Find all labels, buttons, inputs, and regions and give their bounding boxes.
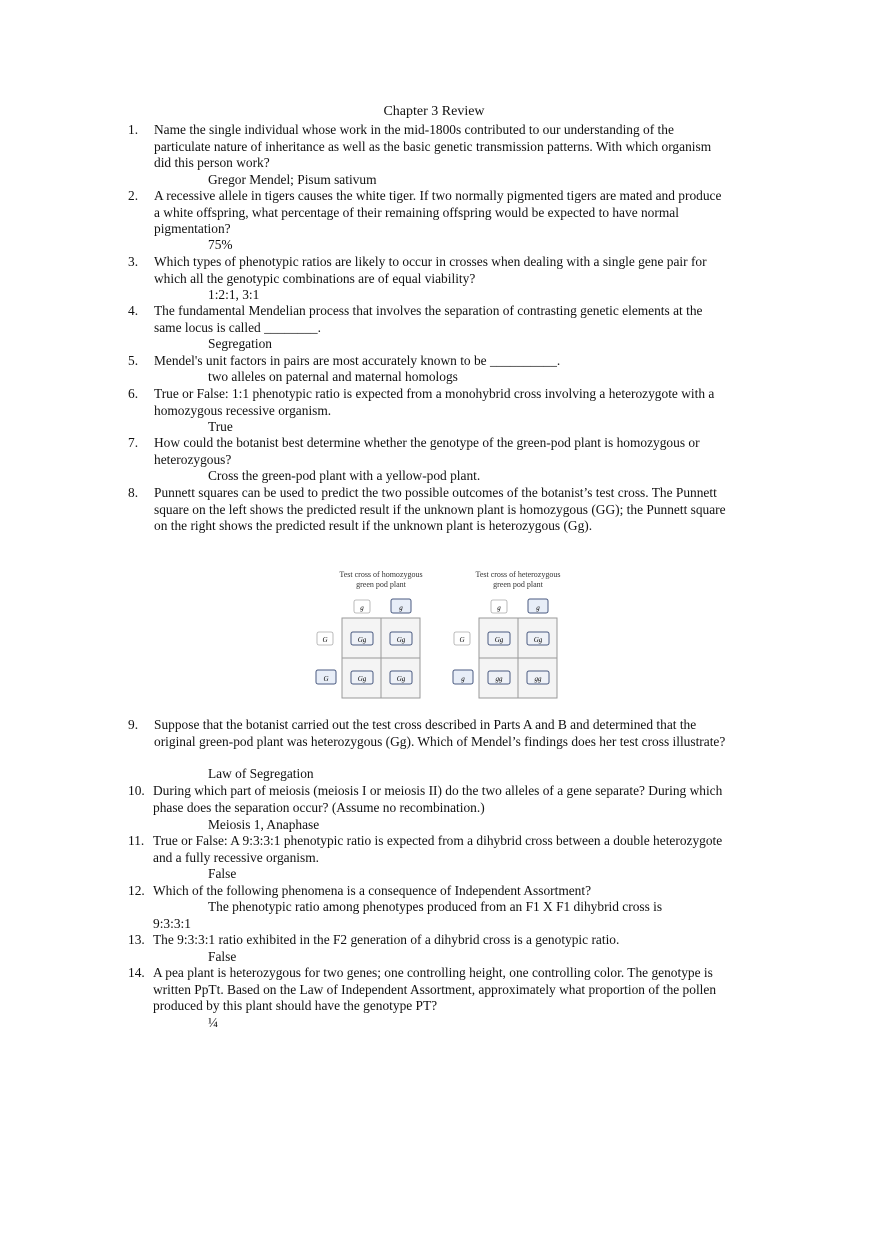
question-number: 5. bbox=[128, 353, 139, 368]
left-cell-genotype: Gg bbox=[357, 636, 367, 644]
question-14 bbox=[128, 965, 728, 1015]
right-cell-genotype: Gg bbox=[494, 636, 504, 644]
right-caption-line2: green pod plant bbox=[493, 580, 543, 589]
page-title: Chapter 3 Review bbox=[383, 104, 485, 119]
answer-2: 75% bbox=[208, 237, 233, 252]
question-text: The 9:3:3:1 ratio exhibited in the F2 generation of a dihybrid cross is a genotypic ratio. bbox=[153, 932, 620, 947]
left-caption-line1: Test cross of homozygous bbox=[339, 570, 423, 579]
question-number: 10. bbox=[128, 783, 145, 798]
answer-12-line2: 9:3:3:1 bbox=[153, 916, 191, 931]
question-6 bbox=[128, 386, 728, 419]
question-text: Which types of phenotypic ratios are likely to occur in crosses when dealing with a single gene pair for which all the genotypic combinations are of equal viability? bbox=[154, 254, 707, 286]
question-text: How could the botanist best determine whether the genotype of the green-pod plant is homozygous or heterozygous? bbox=[154, 435, 700, 467]
question-4 bbox=[128, 303, 728, 336]
right-top-allele: g bbox=[536, 604, 540, 612]
question-text: Mendel's unit factors in pairs are most accurately known to be __________. bbox=[154, 353, 561, 368]
question-number: 7. bbox=[128, 435, 139, 450]
question-text: Punnett squares can be used to predict the two possible outcomes of the botanist’s test cross. The Punnett square on the left shows the predicted result if the unknown plant is homozygous (GG); the Punnett square on the right shows the predicted result if the unknown plant is heterozygous (Gg). bbox=[154, 485, 726, 534]
answer-14: ¼ bbox=[208, 1015, 219, 1030]
question-text: True or False: A 9:3:3:1 phenotypic ratio is expected from a dihybrid cross between a double heterozygote and a fully recessive organism. bbox=[153, 833, 723, 865]
answer-7: Cross the green-pod plant with a yellow-pod plant. bbox=[208, 468, 481, 483]
question-text: During which part of meiosis (meiosis I or meiosis II) do the two alleles of a gene separate? During which phase does the separation occur? (Assume no recombination.) bbox=[153, 783, 723, 815]
punnett-squares-figure bbox=[312, 566, 562, 706]
question-text: Name the single individual whose work in the mid-1800s contributed to our understanding of the particulate nature of inheritance as well as the basic genetic transmission patterns. With which organism did this person work? bbox=[154, 122, 712, 171]
answer-13: False bbox=[208, 949, 237, 964]
left-top-allele: g bbox=[360, 604, 364, 612]
answer-1: Gregor Mendel; Pisum sativum bbox=[208, 172, 377, 187]
question-2 bbox=[128, 188, 728, 238]
answer-3: 1:2:1, 3:1 bbox=[208, 287, 260, 302]
question-number: 4. bbox=[128, 303, 139, 318]
question-text: A pea plant is heterozygous for two genes; one controlling height, one controlling color. The genotype is written PpTt. Based on the Law of Independent Assortment, approximately what proportion of the pollen produced by this plant should have the genotype PT? bbox=[153, 965, 717, 1014]
question-text: Suppose that the botanist carried out the test cross described in Parts A and B and determined that the original green-pod plant was heterozygous (Gg). Which of Mendel’s findings does her test cross illustrate? bbox=[154, 717, 726, 749]
question-text: Which of the following phenomena is a consequence of Independent Assortment? bbox=[153, 883, 592, 898]
left-side-allele: G bbox=[322, 636, 328, 644]
left-cell-genotype: Gg bbox=[396, 636, 406, 644]
question-number: 11. bbox=[128, 833, 145, 848]
question-number: 9. bbox=[128, 717, 139, 732]
question-number: 14. bbox=[128, 965, 145, 980]
question-number: 12. bbox=[128, 883, 145, 898]
question-text: True or False: 1:1 phenotypic ratio is expected from a monohybrid cross involving a heterozygote with a homozygous recessive organism. bbox=[154, 386, 715, 418]
question-text: A recessive allele in tigers causes the white tiger. If two normally pigmented tigers are mated and produce a white offspring, what percentage of their remaining offspring would be expected to have normal pigmentation? bbox=[154, 188, 722, 237]
question-number: 8. bbox=[128, 485, 139, 500]
right-top-allele: g bbox=[497, 604, 501, 612]
question-8 bbox=[128, 485, 728, 535]
punnett-squares-svg bbox=[312, 566, 562, 706]
question-7 bbox=[128, 435, 728, 468]
answer-4: Segregation bbox=[208, 336, 272, 351]
left-cell-genotype: Gg bbox=[357, 675, 367, 683]
left-side-allele: G bbox=[323, 675, 329, 683]
question-3 bbox=[128, 254, 728, 287]
answer-10: Meiosis 1, Anaphase bbox=[208, 817, 320, 832]
question-9 bbox=[128, 717, 728, 750]
question-1 bbox=[128, 122, 728, 172]
question-number: 1. bbox=[128, 122, 139, 137]
left-caption-line2: green pod plant bbox=[356, 580, 406, 589]
right-cell-genotype: gg bbox=[534, 675, 542, 683]
question-13 bbox=[128, 932, 728, 949]
left-cell-genotype: Gg bbox=[396, 675, 406, 683]
left-top-allele: g bbox=[399, 604, 403, 612]
question-text: The fundamental Mendelian process that involves the separation of contrasting genetic elements at the same locus is called ________. bbox=[154, 303, 703, 335]
right-cell-genotype: gg bbox=[495, 675, 503, 683]
question-10 bbox=[128, 783, 728, 816]
right-caption-line1: Test cross of heterozygous bbox=[475, 570, 561, 579]
left-punnett-square bbox=[342, 618, 420, 698]
question-12 bbox=[128, 883, 728, 900]
answer-11: False bbox=[208, 866, 237, 881]
question-number: 3. bbox=[128, 254, 139, 269]
question-number: 13. bbox=[128, 932, 145, 947]
right-punnett-square bbox=[479, 618, 557, 698]
right-side-allele: G bbox=[459, 636, 465, 644]
right-cell-genotype: Gg bbox=[533, 636, 543, 644]
question-5 bbox=[128, 353, 728, 370]
answer-5: two alleles on paternal and maternal homologs bbox=[208, 369, 458, 384]
question-number: 2. bbox=[128, 188, 139, 203]
answer-9: Law of Segregation bbox=[208, 766, 314, 781]
right-side-allele: g bbox=[461, 675, 465, 683]
question-11 bbox=[128, 833, 728, 866]
question-number: 6. bbox=[128, 386, 139, 401]
answer-12-line1: The phenotypic ratio among phenotypes produced from an F1 X F1 dihybrid cross is bbox=[208, 899, 663, 914]
answer-6: True bbox=[208, 419, 233, 434]
